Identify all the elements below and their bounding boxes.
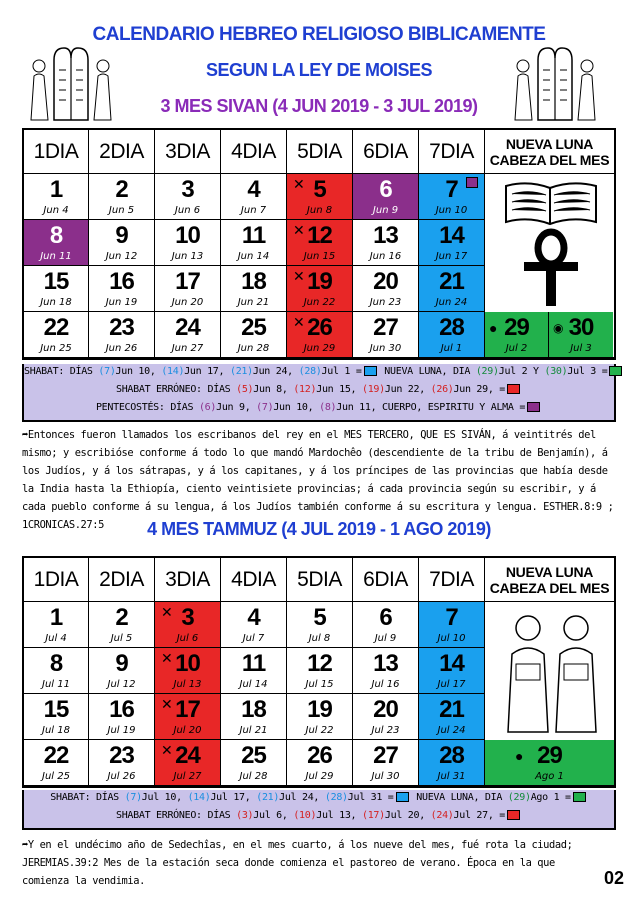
calendar-day-cell	[221, 266, 287, 312]
calendar-day-cell	[287, 220, 353, 266]
calendar-day-cell	[24, 648, 89, 694]
day-number: 30	[568, 314, 594, 341]
new-moon-day-cell	[549, 312, 613, 357]
cross-icon: ✕	[293, 176, 305, 192]
gregorian-date: Jun 16	[369, 251, 402, 262]
calendar-day-cell	[419, 694, 485, 740]
calendar-day-cell	[287, 648, 353, 694]
gregorian-date: Jun 26	[105, 343, 138, 354]
gregorian-date: Jun 10	[435, 205, 468, 216]
gregorian-date: Jun 30	[369, 343, 402, 354]
day-number: 12	[307, 222, 332, 249]
legend-wrong-sabbath-line: SHABAT ERRÓNEO: DÍAS (3)Jul 6, (10)Jul 13, (17)Jul 20, (24)Jul 27, =	[24, 810, 614, 821]
calendar-day-cell	[419, 740, 485, 786]
calendar-day-cell	[155, 266, 221, 312]
gregorian-date: Jun 15	[303, 251, 336, 262]
day-number: 6	[379, 176, 392, 203]
calendar-day-cell	[89, 740, 155, 786]
paragraph-text: Entonces fueron llamados los escribanos del rey en el MES TERCERO, QUE ES SIVÁN, á veintitrés del mismo; y escribióse conforme á todo lo que mandó Mardochêo (descendiente de la tribu de Benjamín), á los Judíos, y á los sátrapas, y á los capitanes, y á los príncipes de las provincias que había desde la India hasta la Ethiopía, ciento veintisiete provincias; á cada provincia según su escribir, y á cada pueblo conforme á su lengua, á los Judíos también conforme á su escritura y lengua. ESTHER.8:9 ; 1CRONICAS.27:5	[22, 429, 614, 531]
gregorian-date: Jul 23	[371, 725, 400, 736]
day-number: 16	[109, 268, 134, 295]
gregorian-date: Jun 5	[108, 205, 135, 216]
gregorian-date: Jul 31	[437, 771, 466, 782]
calendar-day-cell	[89, 648, 155, 694]
gregorian-date: Jul 10	[437, 633, 466, 644]
day-number: 10	[175, 650, 200, 677]
gregorian-date: Jun 13	[171, 251, 204, 262]
day-number: 19	[307, 696, 332, 723]
calendar-day-cell	[155, 648, 221, 694]
cross-icon: ✕	[161, 742, 173, 758]
calendar-day-cell	[287, 174, 353, 220]
gregorian-date: Jul 25	[42, 771, 70, 782]
day-number: 2	[115, 604, 128, 631]
gregorian-date: Jun 28	[237, 343, 270, 354]
day-number: 5	[313, 604, 326, 631]
day-number: 17	[175, 268, 200, 295]
calendar-day-cell	[155, 740, 221, 786]
day-number: 18	[241, 696, 266, 723]
calendar-day-cell	[89, 602, 155, 648]
new-moon-column-cell	[485, 312, 614, 358]
calendar-day-cell	[89, 694, 155, 740]
calendar-day-cell	[221, 694, 287, 740]
calendar-day-cell	[89, 266, 155, 312]
gregorian-date: Jul 3	[570, 343, 592, 354]
gregorian-date: Jul 1	[440, 343, 463, 354]
calendar-subtitle: SEGUN LA LEY DE MOISES	[205, 60, 433, 80]
tablets-of-law-icon	[510, 40, 600, 130]
gregorian-date: Jun 20	[171, 297, 204, 308]
gregorian-date: Jul 16	[371, 679, 400, 690]
gregorian-date: Jun 25	[40, 343, 72, 354]
calendar-day-cell	[419, 266, 485, 312]
calendar-day-cell	[155, 694, 221, 740]
calendar-day-cell	[353, 648, 419, 694]
new-moon-header-line2: CABEZA DEL MES	[489, 579, 610, 596]
book-and-ankh-icon	[488, 176, 614, 312]
day-number: 3	[181, 604, 194, 631]
day-number: 20	[373, 268, 398, 295]
tablets-of-law-icon	[26, 40, 116, 130]
day-number: 20	[373, 696, 398, 723]
weekday-header-row	[24, 558, 614, 602]
gregorian-date: Jul 14	[239, 679, 268, 690]
day-number: 25	[241, 314, 266, 341]
new-moon-header	[485, 558, 614, 602]
day-number: 19	[307, 268, 332, 295]
gregorian-date: Jun 8	[306, 205, 333, 216]
day-number: 28	[439, 314, 464, 341]
calendar-day-cell	[221, 648, 287, 694]
cross-icon: ✕	[161, 604, 173, 620]
gregorian-date: Jun 7	[240, 205, 267, 216]
calendar-day-cell	[353, 174, 419, 220]
gregorian-date: Jun 11	[40, 251, 72, 262]
day-number: 22	[43, 742, 69, 769]
scribes-illustration-icon	[494, 606, 610, 740]
day-number: 1	[49, 176, 63, 203]
day-number: 21	[439, 696, 464, 723]
calendar-day-cell	[287, 602, 353, 648]
calendar-day-cell	[419, 312, 485, 358]
calendar-day-cell	[155, 174, 221, 220]
day-number: 3	[181, 176, 194, 203]
month1-title: 3 MES SIVAN (4 JUN 2019 - 3 JUL 2019)	[160, 96, 478, 116]
legend-sabbath-line: SHABAT: DÍAS (7)Jul 10, (14)Jul 17, (21)Jul 24, (28)Jul 31 = NUEVA LUNA, DIA (29)Ago 1 =	[24, 792, 614, 803]
gregorian-date: Jul 2	[505, 343, 528, 354]
gregorian-date: Jul 21	[239, 725, 268, 736]
cross-icon: ✕	[293, 314, 305, 330]
day-number: 1	[49, 604, 63, 631]
new-moon-swatch	[573, 792, 586, 802]
gregorian-date: Jul 27	[173, 771, 202, 782]
new-moon-day-cell	[485, 740, 614, 785]
month2-title: 4 MES TAMMUZ (4 JUL 2019 - 1 AGO 2019)	[147, 519, 491, 539]
gregorian-date: Jun 17	[435, 251, 468, 262]
day-number: 9	[115, 650, 128, 677]
gregorian-date: Jun 22	[303, 297, 336, 308]
day-number: 21	[439, 268, 464, 295]
month2-calendar-grid	[22, 556, 616, 788]
legend-pentecost-line: PENTECOSTÉS: DÍAS (6)Jun 9, (7)Jun 10, (8)Jun 11, CUERPO, ESPIRITU Y ALMA =	[24, 402, 614, 413]
month1-calendar-grid	[22, 128, 616, 360]
calendar-day-cell	[353, 312, 419, 358]
day-number: 27	[373, 314, 398, 341]
calendar-day-cell	[353, 694, 419, 740]
gregorian-date: Jun 4	[43, 205, 69, 216]
day-number: 22	[43, 314, 69, 341]
day-number: 11	[241, 650, 266, 677]
calendar-day-cell	[24, 312, 89, 358]
gregorian-date: Jul 13	[173, 679, 202, 690]
gregorian-date: Jun 18	[40, 297, 72, 308]
weekday-header: 6DIA	[353, 558, 419, 602]
day-number: 28	[439, 742, 464, 769]
day-number: 26	[307, 314, 332, 341]
calendar-day-cell	[155, 312, 221, 358]
calendar-day-cell	[353, 266, 419, 312]
full-dot-icon: ●	[489, 320, 498, 336]
day-number: 23	[109, 314, 134, 341]
month1-legend	[22, 364, 616, 422]
cross-icon: ✕	[161, 696, 173, 712]
day-number: 10	[175, 222, 200, 249]
wrong-sabbath-swatch	[507, 810, 520, 820]
calendar-day-cell	[24, 174, 89, 220]
ring-dot-icon: ◉	[553, 321, 564, 335]
gregorian-date: Jun 24	[435, 297, 468, 308]
gregorian-date: Jul 28	[239, 771, 268, 782]
day-number: 7	[445, 176, 458, 203]
calendar-day-cell	[419, 648, 485, 694]
weekday-header: 5DIA	[287, 558, 353, 602]
wrong-sabbath-swatch	[507, 384, 520, 394]
calendar-day-cell	[287, 266, 353, 312]
day-number: 24	[175, 314, 200, 341]
day-number: 29	[537, 742, 562, 769]
cross-icon: ✕	[161, 650, 173, 666]
gregorian-date: Jul 30	[371, 771, 400, 782]
gregorian-date: Jun 9	[372, 205, 399, 216]
weekday-header: 2DIA	[89, 130, 155, 174]
day-number: 7	[445, 604, 458, 631]
weekday-header: 3DIA	[155, 130, 221, 174]
paragraph-text: Y en el undécimo año de Sedechîas, en el mes cuarto, á los nueve del mes, fué rota la ciudad; JEREMIAS.39:2 Mes de la estación seca donde comienza el pastoreo de verano. Época en la que comienza la vendimia.	[22, 839, 573, 887]
gregorian-date: Jul 15	[305, 679, 334, 690]
day-number: 4	[247, 604, 260, 631]
gregorian-date: Jun 12	[105, 251, 138, 262]
gregorian-date: Jul 9	[374, 633, 397, 644]
gregorian-date: Jul 29	[305, 771, 334, 782]
weekday-header: 4DIA	[221, 558, 287, 602]
calendar-day-cell	[353, 220, 419, 266]
gregorian-date: Jul 17	[437, 679, 466, 690]
day-number: 8	[49, 222, 63, 249]
calendar-day-cell	[89, 220, 155, 266]
sabbath-swatch	[364, 366, 377, 376]
gregorian-date: Jul 18	[42, 725, 70, 736]
day-number: 4	[247, 176, 260, 203]
calendar-day-cell	[353, 740, 419, 786]
weekday-header: 4DIA	[221, 130, 287, 174]
calendar-day-cell	[89, 312, 155, 358]
calendar-day-cell	[419, 220, 485, 266]
calendar-day-cell	[287, 740, 353, 786]
legend-wrong-sabbath-line: SHABAT ERRÓNEO: DÍAS (5)Jun 8, (12)Jun 15, (19)Jun 22, (26)Jun 29, =	[24, 384, 614, 395]
gregorian-date: Jun 27	[171, 343, 204, 354]
weekday-header: 6DIA	[353, 130, 419, 174]
calendar-title: CALENDARIO HEBREO RELIGIOSO BIBLICAMENTE	[92, 24, 546, 45]
calendar-day-cell	[221, 174, 287, 220]
gregorian-date: Jun 21	[237, 297, 270, 308]
cross-icon: ✕	[293, 222, 305, 238]
day-number: 26	[307, 742, 332, 769]
calendar-day-cell	[221, 740, 287, 786]
day-number: 12	[307, 650, 332, 677]
weekday-header: 5DIA	[287, 130, 353, 174]
pentecost-swatch	[527, 402, 540, 412]
gregorian-date: Jun 14	[237, 251, 270, 262]
day-number: 9	[115, 222, 128, 249]
calendar-day-cell	[155, 602, 221, 648]
day-number: 16	[109, 696, 134, 723]
calendar-day-cell	[24, 220, 89, 266]
weekday-header: 7DIA	[419, 130, 485, 174]
gregorian-date: Ago 1	[535, 771, 564, 782]
calendar-day-cell	[155, 220, 221, 266]
calendar-day-cell	[221, 602, 287, 648]
gregorian-date: Jul 22	[305, 725, 334, 736]
day-number: 15	[43, 696, 69, 723]
gregorian-date: Jul 4	[45, 633, 67, 644]
gregorian-date: Jul 8	[308, 633, 331, 644]
calendar-day-cell	[419, 174, 485, 220]
calendar-day-cell	[24, 694, 89, 740]
gregorian-date: Jul 12	[107, 679, 136, 690]
paragraph-jeremias	[22, 836, 600, 890]
day-number: 29	[504, 314, 529, 341]
calendar-day-cell	[89, 174, 155, 220]
weekday-header-row	[24, 130, 614, 174]
gregorian-date: Jul 5	[110, 633, 133, 644]
pentecost-marker	[466, 177, 478, 188]
calendar-day-cell	[24, 740, 89, 786]
calendar-day-cell	[353, 602, 419, 648]
weekday-header: 1DIA	[24, 130, 89, 174]
day-number: 15	[43, 268, 69, 295]
weekday-header: 2DIA	[89, 558, 155, 602]
gregorian-date: Jun 6	[174, 205, 201, 216]
day-number: 11	[241, 222, 266, 249]
gregorian-date: Jul 7	[242, 633, 265, 644]
calendar-day-cell	[287, 312, 353, 358]
day-number: 14	[439, 650, 464, 677]
gregorian-date: Jun 19	[105, 297, 138, 308]
arrow-icon: ➦	[22, 429, 28, 441]
gregorian-date: Jun 23	[369, 297, 402, 308]
day-number: 5	[313, 176, 326, 203]
calendar-day-cell	[24, 266, 89, 312]
calendar-day-cell	[24, 602, 89, 648]
day-number: 14	[439, 222, 464, 249]
gregorian-date: Jul 6	[176, 633, 199, 644]
calendar-day-cell	[287, 694, 353, 740]
calendar-week-row	[24, 312, 614, 358]
day-number: 2	[115, 176, 128, 203]
arrow-icon: ➦	[22, 839, 28, 851]
gregorian-date: Jun 29	[303, 343, 336, 354]
new-moon-header-line1: NUEVA LUNA	[505, 563, 594, 580]
day-number: 24	[175, 742, 200, 769]
day-number: 25	[241, 742, 266, 769]
day-number: 18	[241, 268, 266, 295]
day-number: 6	[379, 604, 392, 631]
new-moon-header-line2: CABEZA DEL MES	[489, 151, 610, 168]
gregorian-date: Jul 24	[437, 725, 466, 736]
full-dot-icon: ●	[515, 748, 524, 764]
legend-sabbath-line: SHABAT: DÍAS (7)Jun 10, (14)Jun 17, (21)Jun 24, (28)Jul 1 = NUEVA LUNA, DIA (29)Jul 2 Y (30)Jul 3 =	[24, 366, 614, 377]
weekday-header: 7DIA	[419, 558, 485, 602]
day-number: 27	[373, 742, 398, 769]
month2-legend	[22, 790, 616, 830]
day-number: 17	[175, 696, 200, 723]
day-number: 8	[49, 650, 63, 677]
weekday-header: 3DIA	[155, 558, 221, 602]
new-moon-column-cell	[485, 740, 614, 786]
gregorian-date: Jul 11	[42, 679, 70, 690]
page-number: 02	[603, 868, 624, 888]
weekday-header: 1DIA	[24, 558, 89, 602]
new-moon-swatch	[609, 366, 622, 376]
gregorian-date: Jul 26	[107, 771, 136, 782]
calendar-week-row	[24, 740, 614, 786]
sabbath-swatch	[396, 792, 409, 802]
paragraph-esther	[22, 426, 622, 534]
day-number: 13	[373, 222, 398, 249]
new-moon-header-line1: NUEVA LUNA	[505, 135, 594, 152]
calendar-day-cell	[419, 602, 485, 648]
new-moon-header	[485, 130, 614, 174]
calendar-day-cell	[221, 312, 287, 358]
gregorian-date: Jul 20	[173, 725, 202, 736]
calendar-day-cell	[221, 220, 287, 266]
gregorian-date: Jul 19	[107, 725, 136, 736]
cross-icon: ✕	[293, 268, 305, 284]
new-moon-day-cell	[485, 312, 549, 357]
day-number: 23	[109, 742, 134, 769]
day-number: 13	[373, 650, 398, 677]
